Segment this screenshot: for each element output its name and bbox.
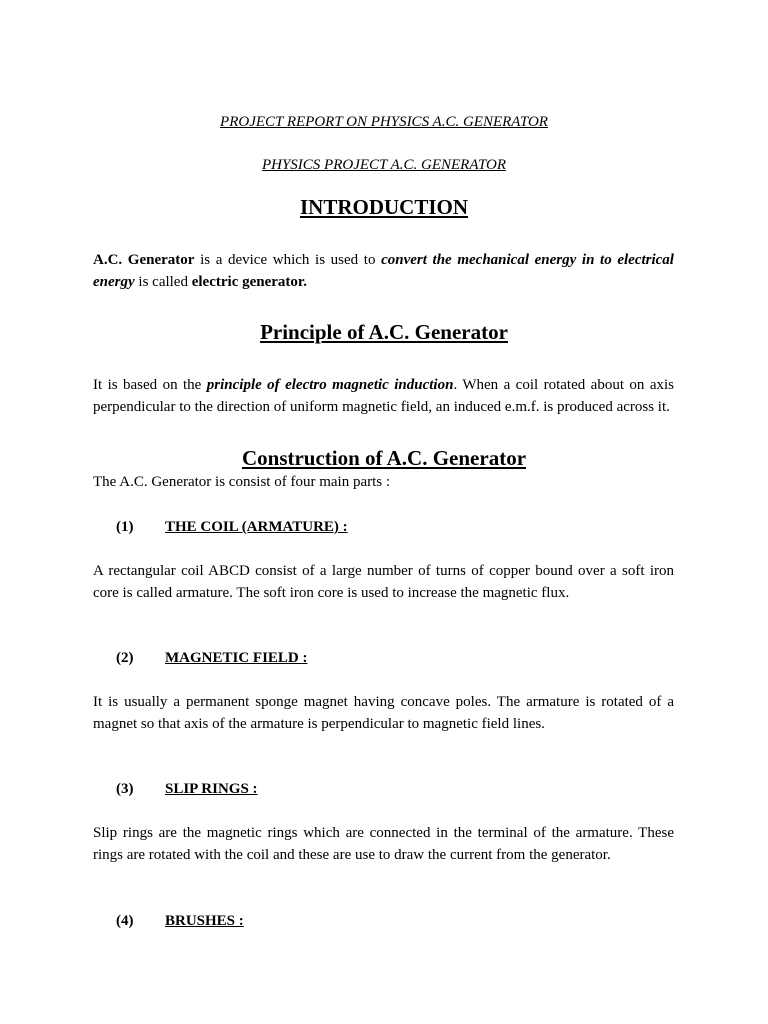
construction-heading: Construction of A.C. Generator <box>241 446 527 470</box>
principle-paragraph <box>93 374 674 418</box>
part-1-title: THE COIL (ARMATURE) : <box>165 519 348 535</box>
introduction-text-1: is a device which is used to <box>194 252 382 268</box>
introduction-term: A.C. Generator <box>93 252 195 268</box>
part-2-description: It is usually a permanent sponge magnet having concave poles. The armature is rotated of a magnet so that axis of the armature is perpendicular to magnetic field lines. <box>93 694 674 732</box>
part-2-number: (2) <box>116 650 134 666</box>
report-title: PROJECT REPORT ON PHYSICS A.C. GENERATOR <box>220 114 548 130</box>
part-4-title: BRUSHES : <box>165 913 244 929</box>
part-4-number: (4) <box>116 913 134 929</box>
construction-intro: The A.C. Generator is consist of four main parts : <box>93 474 391 490</box>
introduction-paragraph <box>93 249 674 293</box>
project-title: PHYSICS PROJECT A.C. GENERATOR <box>261 157 507 173</box>
introduction-emphasis: convert the mechanical energy in to electrical energy <box>93 252 674 290</box>
part-1-description: A rectangular coil ABCD consist of a large number of turns of copper bound over a soft iron core is called armature. The soft iron core is used to increase the magnetic flux. <box>93 563 674 601</box>
introduction-result: electric generator. <box>191 274 307 290</box>
part-3-description: Slip rings are the magnetic rings which are connected in the terminal of the armature. These rings are rotated with the coil and these are use to draw the current from the generator. <box>93 825 674 863</box>
part-2-title: MAGNETIC FIELD : <box>165 650 308 666</box>
introduction-text-2: is called <box>134 274 192 290</box>
principle-heading: Principle of A.C. Generator <box>260 320 508 344</box>
principle-text-2: . When a coil rotated about on axis perpendicular to the direction of uniform magnetic field, an induced e.m.f. is produced across it. <box>93 377 674 415</box>
part-1-number: (1) <box>116 519 134 535</box>
principle-emphasis: principle of electro magnetic induction <box>206 377 454 393</box>
principle-text-1: It is based on the <box>93 377 207 393</box>
introduction-heading: INTRODUCTION <box>299 195 469 219</box>
part-3-number: (3) <box>116 781 134 797</box>
part-3-title: SLIP RINGS : <box>165 781 258 797</box>
